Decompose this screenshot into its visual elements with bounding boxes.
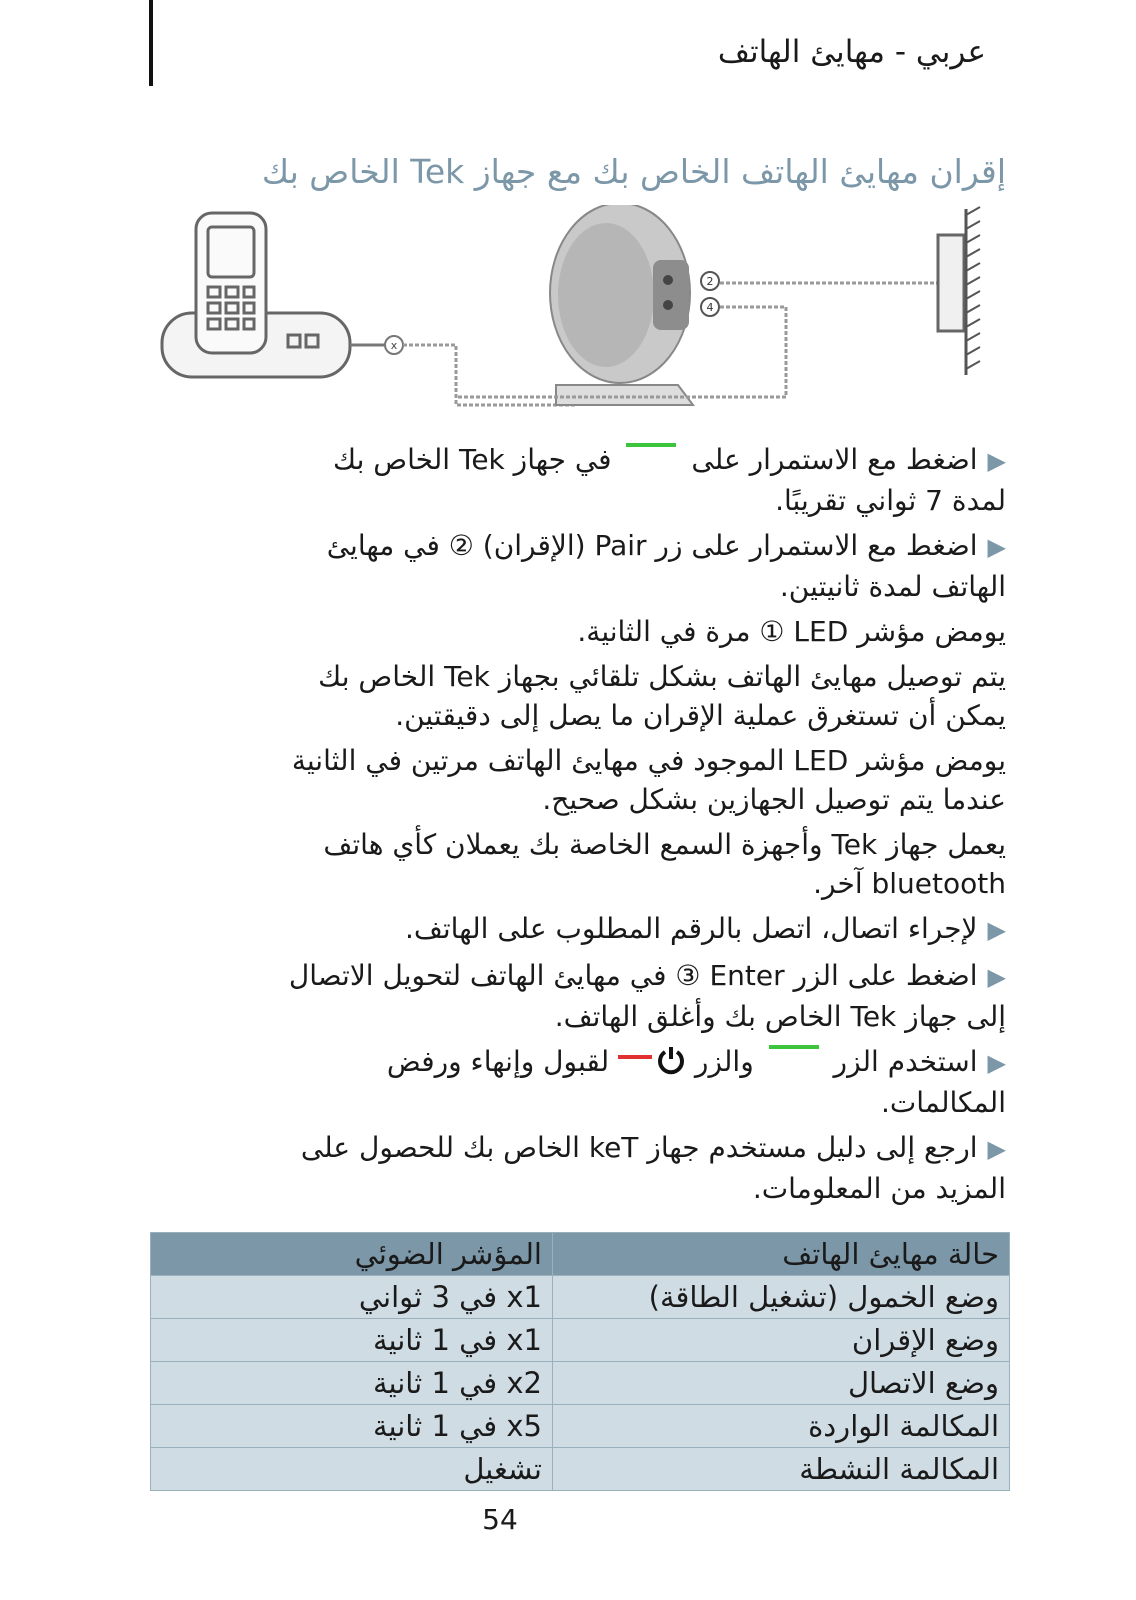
led-note-1: يومض مؤشر LED ① مرة في الثانية. [577, 615, 1006, 648]
page-margin-rule [149, 0, 153, 86]
step-5: ▶استخدم الزر والزر لقبول وإنهاء ورفض المكالمات. [386, 1045, 1006, 1119]
step-4: ▶اضغط على الزر Enter ③ في مهايئ الهاتف لتحويل الاتصال إلى جهاز Tek الخاص بك وأغلق الهاتف. [288, 959, 1006, 1033]
power-icon [656, 1045, 686, 1075]
cordless-phone-icon [162, 213, 350, 377]
table-header-row [151, 1233, 1010, 1276]
green-button-icon [626, 443, 676, 447]
table-row: وضع الخمول (تشغيل الطاقة) x1 في 3 ثواني [151, 1276, 1010, 1319]
page-header: عربي - مهايئ الهاتف [717, 34, 986, 70]
port-x-label: x [390, 339, 398, 352]
step-2: ▶اضغط مع الاستمرار على زر Pair (الإقران) ② في مهايئ الهاتف لمدة ثانيتين. [326, 529, 1006, 603]
port-4-label: 4 [706, 301, 714, 314]
page-number: 54 [482, 1503, 518, 1536]
triangle-bullet-icon: ▶ [987, 447, 1006, 475]
triangle-bullet-icon: ▶ [987, 1049, 1006, 1077]
column-header-status: حالة مهايئ الهاتف [553, 1233, 1010, 1276]
triangle-bullet-icon: ▶ [987, 916, 1006, 944]
green-button-icon [769, 1045, 819, 1049]
triangle-bullet-icon: ▶ [987, 533, 1006, 561]
port-2-label: 2 [706, 275, 714, 288]
wall-jack-icon [938, 207, 980, 375]
step-3: ▶لإجراء اتصال، اتصل بالرقم المطلوب على الهاتف. [405, 912, 1006, 945]
triangle-bullet-icon: ▶ [987, 963, 1006, 991]
red-button-icon [618, 1055, 652, 1059]
step-6: ▶ارجع إلى دليل مستخدم جهاز keT الخاص بك للحصول على المزيد من المعلومات. [300, 1131, 1006, 1205]
triangle-bullet-icon: ▶ [987, 1135, 1006, 1163]
led-status-table [150, 1232, 1010, 1491]
table-row: المكالمة الواردة x5 في 1 ثانية [151, 1405, 1010, 1448]
phone-adapter-icon [550, 205, 693, 405]
column-header-indicator: المؤشر الضوئي [151, 1233, 553, 1276]
table-row: المكالمة النشطة تشغيل [151, 1448, 1010, 1491]
table-row: وضع الإقران x1 في 1 ثانية [151, 1319, 1010, 1362]
section-title: إقران مهايئ الهاتف الخاص بك مع جهاز Tek الخاص بك [261, 152, 1006, 191]
pairing-diagram [158, 205, 1018, 427]
auto-connect-note: يتم توصيل مهايئ الهاتف بشكل تلقائي بجهاز Tek الخاص بك يمكن أن تستغرق عملية الإقران ما يصل إلى دقيقتين. [318, 660, 1006, 732]
step-1: ▶اضغط مع الاستمرار على في جهاز Tek الخاص بك لمدة 7 ثواني تقريبًا. [333, 443, 1006, 517]
instructions [146, 440, 1006, 1214]
bluetooth-note: يعمل جهاز Tek وأجهزة السمع الخاصة بك يعملان كأي هاتف bluetooth آخر. [323, 828, 1006, 900]
led-note-2: يومض مؤشر LED الموجود في مهايئ الهاتف مرتين في الثانية عندما يتم توصيل الجهازين بشكل صحيح. [291, 744, 1006, 816]
table-row: وضع الاتصال x2 في 1 ثانية [151, 1362, 1010, 1405]
